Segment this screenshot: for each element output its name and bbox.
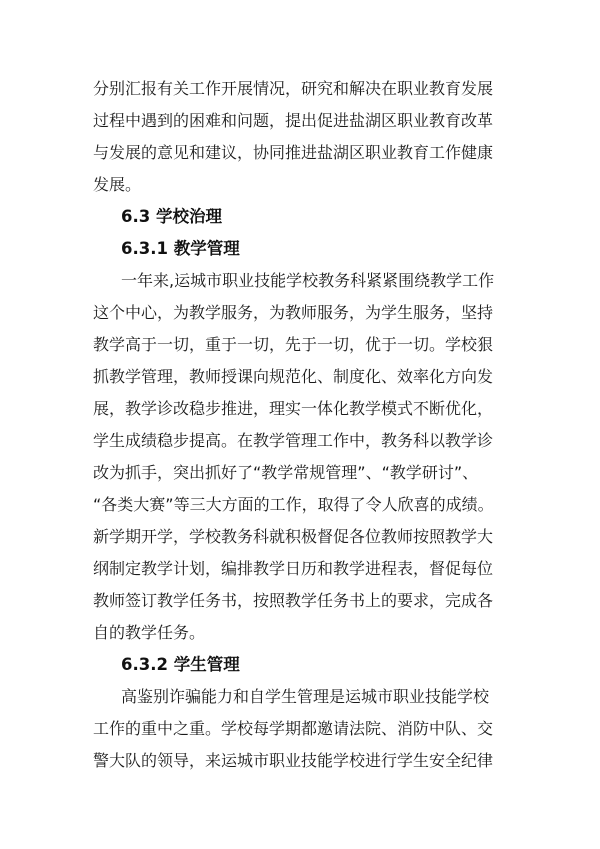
- paragraph-line: 学生成绩稳步提高。在教学管理工作中，教务科以教学诊: [93, 431, 494, 450]
- paragraph-line: 分别汇报有关工作开展情况，研究和解决在职业教育发展: [93, 79, 494, 98]
- paragraph-line: 抓教学管理，教师授课向规范化、制度化、效率化方向发: [93, 367, 494, 386]
- paragraph-line: 纲制定教学计划，编排教学日历和教学进程表，督促每位: [93, 559, 494, 578]
- paragraph-line: 高鉴别诈骗能力和自学生管理是运城市职业技能学校: [121, 687, 490, 706]
- continuation-paragraph: [93, 73, 513, 201]
- teaching-management-paragraph: [93, 265, 513, 649]
- paragraph-line: “各类大赛”等三大方面的工作，取得了令人欣喜的成绩。: [93, 495, 494, 514]
- student-management-paragraph: [93, 681, 513, 777]
- paragraph-line: 过程中遇到的困难和问题，提出促进盐湖区职业教育改革: [93, 111, 494, 130]
- paragraph-line: 这个中心，为教学服务，为教师服务，为学生服务，坚持: [93, 303, 494, 322]
- paragraph-line: 工作的重中之重。学校每学期都邀请法院、消防中队、交: [93, 719, 494, 738]
- paragraph-line: 教师签订教学任务书，按照教学任务书上的要求，完成各: [93, 591, 494, 610]
- section-heading-6-3-2: 6.3.2 学生管理: [121, 655, 240, 674]
- section-heading-6-3-1: 6.3.1 教学管理: [121, 239, 240, 258]
- paragraph-line: 展，教学诊改稳步推进，理实一体化教学模式不断优化，: [93, 399, 494, 418]
- paragraph-line: 警大队的领导，来运城市职业技能学校进行学生安全纪律: [93, 751, 494, 770]
- paragraph-line: 新学期开学，学校教务科就积极督促各位教师按照教学大: [93, 527, 494, 546]
- paragraph-line: 发展。: [93, 175, 142, 194]
- paragraph-line: 教学高于一切，重于一切，先于一切，优于一切。学校狠: [93, 335, 494, 354]
- paragraph-line: 与发展的意见和建议，协同推进盐湖区职业教育工作健康: [93, 143, 494, 162]
- section-heading-6-3: 6.3 学校治理: [121, 207, 222, 226]
- document-body: [93, 73, 513, 777]
- paragraph-line: 一年来,运城市职业技能学校教务科紧紧围绕教学工作: [121, 271, 495, 290]
- paragraph-line: 改为抓手，突出抓好了“教学常规管理”、“教学研讨”、: [93, 463, 479, 482]
- paragraph-line: 自的教学任务。: [93, 623, 206, 642]
